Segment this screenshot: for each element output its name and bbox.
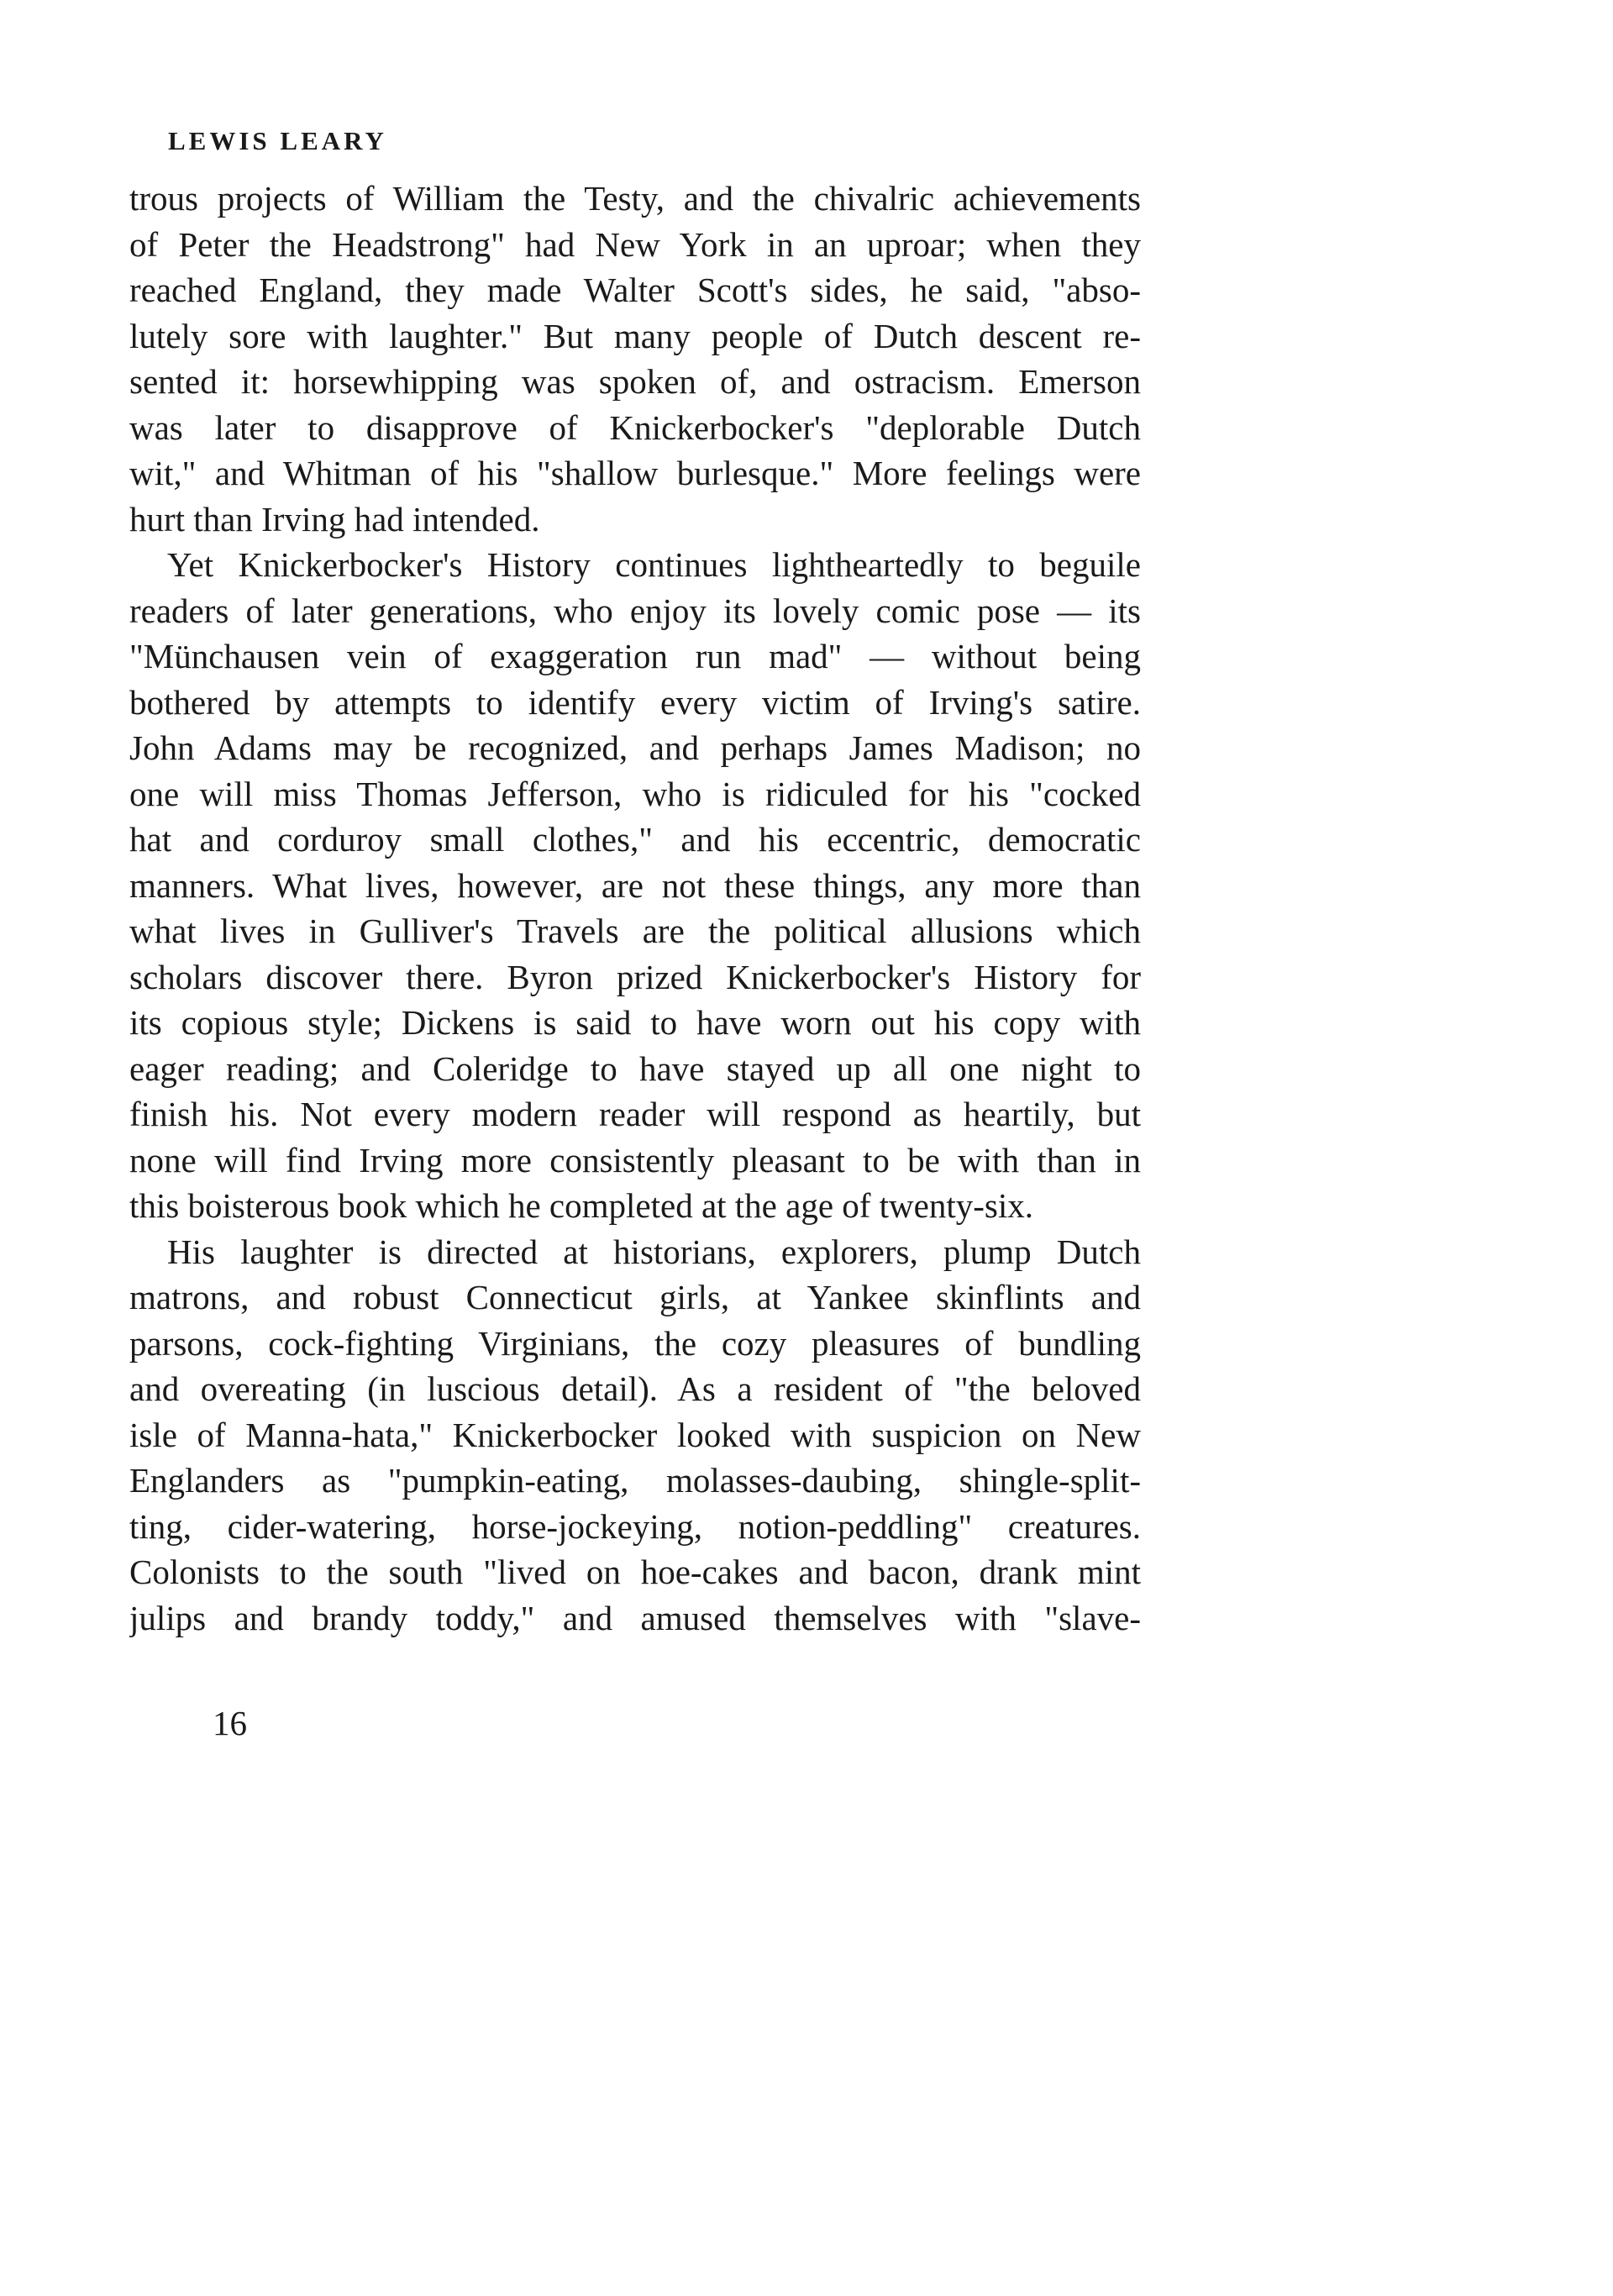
running-head: LEWIS LEARY [168,126,387,155]
text-line: isle of Manna-hata," Knickerbocker looked with suspicion on New [129,1415,1141,1454]
body-text [129,176,1141,1641]
text-line: lutely sore with laughter." But many people of Dutch descent re- [129,316,1141,355]
text-line: Colonists to the south "lived on hoe-cakes and bacon, drank mint [129,1553,1141,1591]
text-line: scholars discover there. Byron prized Knickerbocker's History for [129,957,1141,996]
text-line: none will find Irving more consistently pleasant to be with than in [129,1140,1141,1180]
text-line: John Adams may be recognized, and perhaps James Madison; no [129,728,1141,767]
text-line: parsons, cock-fighting Virginians, the cozy pleasures of bundling [129,1323,1141,1363]
text-line: this boisterous book which he completed at the age of twenty-six. [129,1186,1034,1225]
text-line: hat and corduroy small clothes," and his eccentric, democratic [129,820,1141,859]
text-line: its copious style; Dickens is said to have worn out his copy with [129,1003,1141,1042]
text-line: His laughter is directed at historians, explorers, plump Dutch [167,1232,1141,1271]
text-line: wit," and Whitman of his "shallow burlesque." More feelings were [129,454,1141,492]
text-line: was later to disapprove of Knickerbocker's "deplorable Dutch [129,407,1141,447]
paragraph-2 [129,542,1141,1229]
text-line: bothered by attempts to identify every victim of Irving's satire. [129,682,1141,722]
text-line: reached England, they made Walter Scott's sides, he said, "abso- [129,271,1141,309]
text-line: julips and brandy toddy," and amused themselves with "slave- [129,1598,1141,1637]
text-line: Yet Knickerbocker's History continues lightheartedly to beguile [167,545,1141,584]
text-line: "Münchausen vein of exaggeration run mad" — without being [129,637,1141,675]
text-line: matrons, and robust Connecticut girls, at Yankee skinflints and [129,1278,1141,1316]
text-line: of Peter the Headstrong" had New York in an uproar; when they [129,224,1141,264]
text-line: manners. What lives, however, are not these things, any more than [129,865,1141,905]
text-line: finish his. Not every modern reader will respond as heartily, but [129,1095,1141,1133]
text-line: trous projects of William the Testy, and the chivalric achievements [129,179,1141,218]
text-line: hurt than Irving had intended. [129,499,540,539]
text-line: one will miss Thomas Jefferson, who is ridiculed for his "cocked [129,774,1141,813]
text-line: what lives in Gulliver's Travels are the political allusions which [129,912,1141,950]
text-line: ting, cider-watering, horse-jockeying, notion-peddling" creatures. [129,1506,1141,1546]
text-line: sented it: horsewhipping was spoken of, and ostracism. Emerson [129,362,1141,401]
paragraph-1 [129,176,1141,542]
paragraph-3 [129,1229,1141,1642]
text-line: and overeating (in luscious detail). As a resident of "the beloved [129,1369,1141,1408]
page-number: 16 [213,1704,247,1742]
text-line: Englanders as "pumpkin-eating, molasses-daubing, shingle-split- [129,1461,1141,1500]
text-line: readers of later generations, who enjoy its lovely comic pose — its [129,591,1141,630]
text-line: eager reading; and Coleridge to have stayed up all one night to [129,1048,1141,1088]
